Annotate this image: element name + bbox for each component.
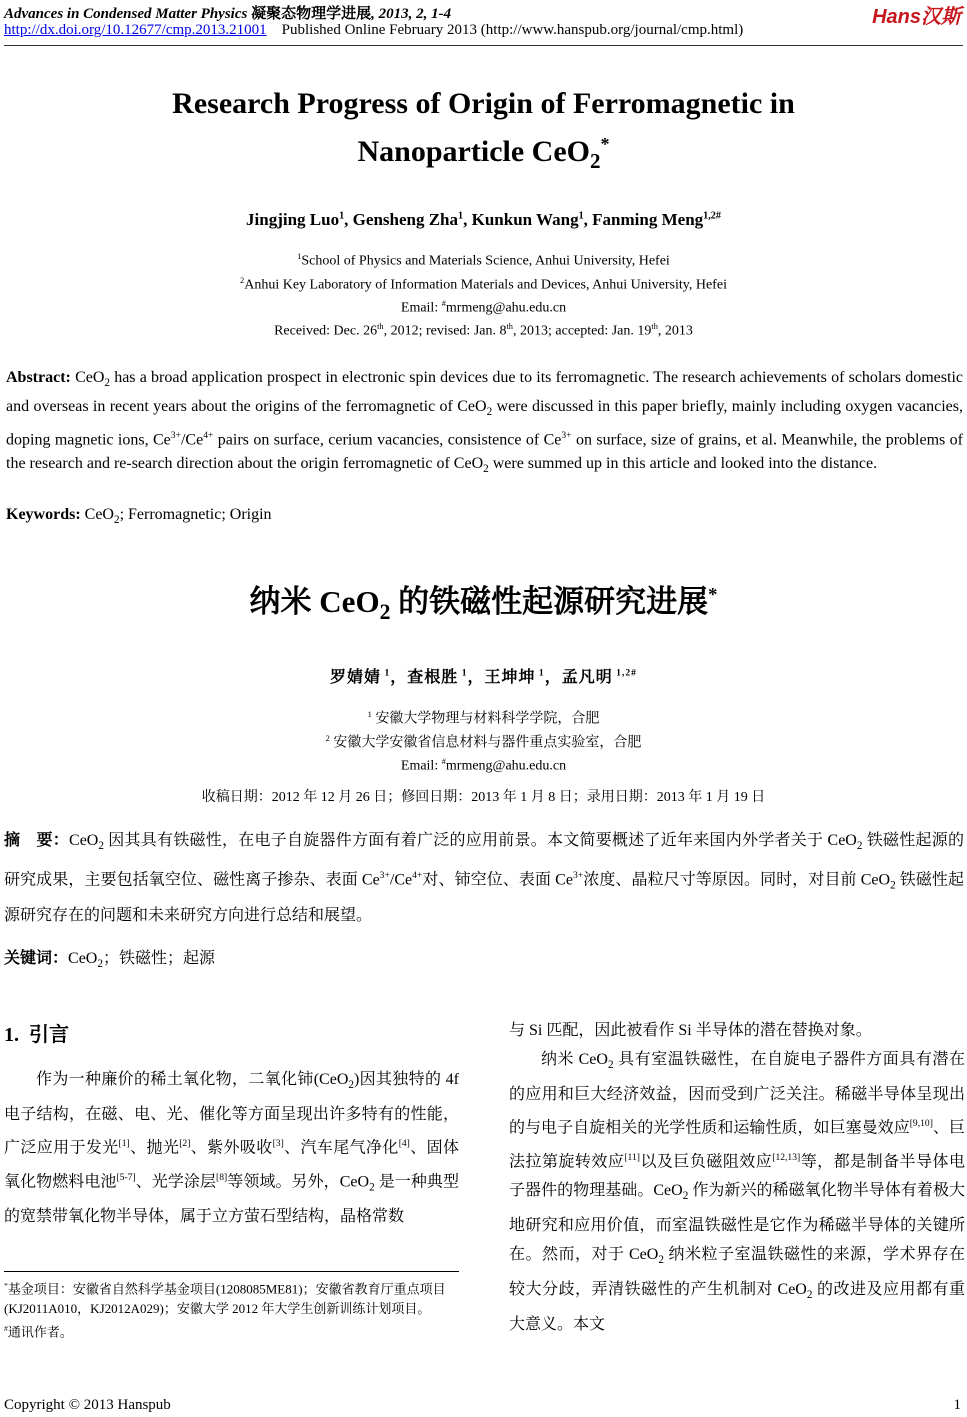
paper-title-zh: 纳米 CeO$_2$ 的铁磁性起源研究进展* <box>249 584 718 625</box>
body-right-paragraph: 纳米 CeO$_2$ 具有室温铁磁性，在自旋电子器件方面具有潜在的应用和巨大经济效益，因而受到广泛关注。稀磁半导体呈现出的与电子自旋相关的光学性质和运输性质，如巨塞曼效应[9,10]、巨法拉第旋转效应[11]以及巨负磁阻效应[12,13]等，都是制备半导体电子器件的物理基础。CeO$_2$ 作为新兴的稀磁氧化物半导体有着极大地研究和应用价值，而室温铁磁性是它作为稀磁半导体的关键所在。然而，对于 CeO$_2$ 纳米粒子室温铁磁性的来源，学术界存在较大分歧，弄清铁磁性的产生机制对 CeO$_2$ 的改进及应用都有重大意义。本文 <box>509 1051 965 1334</box>
title-line-1: Research Progress of Origin of Ferromagnetic in <box>172 87 795 120</box>
journal-name-en: Advances in Condensed Matter Physics <box>4 6 248 22</box>
journal-header <box>4 2 451 23</box>
email-en: Email: #mrmeng@ahu.edu.cn <box>400 299 567 316</box>
journal-name-zh: 凝聚态物理学进展 <box>251 6 372 22</box>
abstract-zh-label: 摘 要： <box>4 832 70 849</box>
authors-zh <box>0 664 967 687</box>
author: 查根胜 $^1$， <box>407 667 485 686</box>
affiliation-zh-1: $^1$ 安徽大学物理与材料科学学院，合肥 <box>367 710 600 727</box>
author: Jingjing Luo$^1$, <box>246 210 353 229</box>
keywords-zh: 关键词：CeO$_2$；铁磁性；起源 <box>4 950 215 971</box>
dates-zh: 收稿日期：2012 年 12 月 26 日；修回日期：2013 年 1 月 8 日；录用日期：2013 年 1 月 19 日 <box>201 790 766 805</box>
body-left-paragraph: 作为一种廉价的稀土氧化物，二氧化铈(CeO$_2$)因其独特的 4f 电子结构，在磁、电、光、催化等方面呈现出许多特有的性能，广泛应用于发光[1]、抛光[2]、紫外吸收[3]、汽车尾气净化[4]、固体氧化物燃料电池[5-7]、光学涂层[8]等领域。另外，CeO$_2$ 是一种典型的宽禁带氧化物半导体，属于立方萤石型结构，晶格常数 <box>4 1071 459 1226</box>
affiliation-zh-2: $^2$ 安徽大学安徽省信息材料与器件重点实验室，合肥 <box>325 733 642 751</box>
dates-en: Received: Dec. 26th, 2012; revised: Jan. 8th, 2013; accepted: Jan. 19th, 2013 <box>274 322 693 339</box>
author: Fanming Meng$^{1,2\#}$ <box>592 210 721 229</box>
hans-logo: Hans汉斯 <box>872 6 961 28</box>
journal-issue: , 2013, 2, 1-4 <box>371 6 452 22</box>
authors-en <box>0 210 967 230</box>
abstract-zh: 摘 要：CeO$_2$ 因其具有铁磁性，在电子自旋器件方面有着广泛的应用前景。本文简要概述了近年来国内外学者关于 CeO$_2$ 铁磁性起源的研究成果，主要包括氧空位、磁性离子掺杂、表面 $Ce^{3+}/Ce^{4+}$对、铈空位、表面 $Ce^{3+}$浓度、晶粒尺寸等原因。同时，对目前 CeO$_2$ 铁磁性起源研究存在的问题和未来研究方向进行总结和展望。 <box>4 832 964 924</box>
affiliations-en <box>0 247 967 318</box>
author: Gensheng Zha$^1$, <box>352 210 472 229</box>
keywords-en: Keywords: CeO$_2$; Ferromagnetic; Origin <box>6 506 272 527</box>
keywords-label: Keywords: <box>6 506 81 523</box>
keywords-zh-label: 关键词： <box>4 950 69 967</box>
author: Kunkun Wang$^1$, <box>471 210 593 229</box>
affiliations-zh <box>0 705 967 776</box>
abstract-en: Abstract: CeO$_2$ has a broad application prospect in electronic spin devices due to its ferromagnetic. The research achievements of scholars domestic and overseas in recent years about the origins of the ferromagnetic of CeO$_2$ were discussed in this paper briefly, mainly including oxygen vacancies, doping magnetic ions, $Ce^{3+}/Ce^{4+}$ pairs on surface, cerium vacancies, consistence of $Ce^{3+}$ on surface, size of grains, et al. Meanwhile, the problems of the research and re-search direction about the origin ferromagnetic of CeO$_2$ were summed up in this article and looked into the distance. <box>6 369 964 475</box>
page-number: 1 <box>953 1397 961 1413</box>
author: 王坤坤 $^1$， <box>484 667 562 686</box>
footnote-corresponding: #通讯作者。 <box>4 1324 73 1340</box>
doi-link[interactable]: http://dx.doi.org/10.12677/cmp.2013.21001 <box>4 22 267 38</box>
body-right-continuation: 与 Si 匹配，因此被看作 Si 半导体的潜在替换对象。 <box>509 1022 872 1039</box>
affiliation-2: $^2$Anhui Key Laboratory of Information Materials and Devices, Anhui University, Hefei <box>240 275 727 293</box>
copyright: Copyright © 2013 Hanspub <box>4 1397 171 1413</box>
abstract-label: Abstract: <box>6 369 71 386</box>
doi-line <box>4 22 743 39</box>
author: 孟凡明 $^{1,2\#}$ <box>561 667 637 686</box>
footnote-funding: *基金项目：安徽省自然科学基金项目(1208085ME81)；安徽省教育厅重点项目(KJ2011A010，KJ2012A029)；安徽大学 2012 年大学生创新训练计划项目。 <box>4 1281 446 1317</box>
affiliation-1: $^1$School of Physics and Materials Science, Anhui University, Hefei <box>297 252 670 269</box>
section-heading: 1. 引言 <box>4 1024 69 1046</box>
paper-title-en <box>0 84 967 181</box>
footnote-divider <box>4 1271 459 1272</box>
published-online: Published Online February 2013 (http://www.hanspub.org/journal/cmp.html) <box>281 22 744 38</box>
header-divider <box>4 45 963 46</box>
footnotes <box>4 1276 459 1343</box>
email-zh: Email: #mrmeng@ahu.edu.cn <box>400 757 567 774</box>
author: 罗婧婧 $^1$， <box>330 667 408 686</box>
body-right <box>509 1016 965 1339</box>
title-line-2: Nanoparticle CeO$_2$* <box>357 134 610 173</box>
